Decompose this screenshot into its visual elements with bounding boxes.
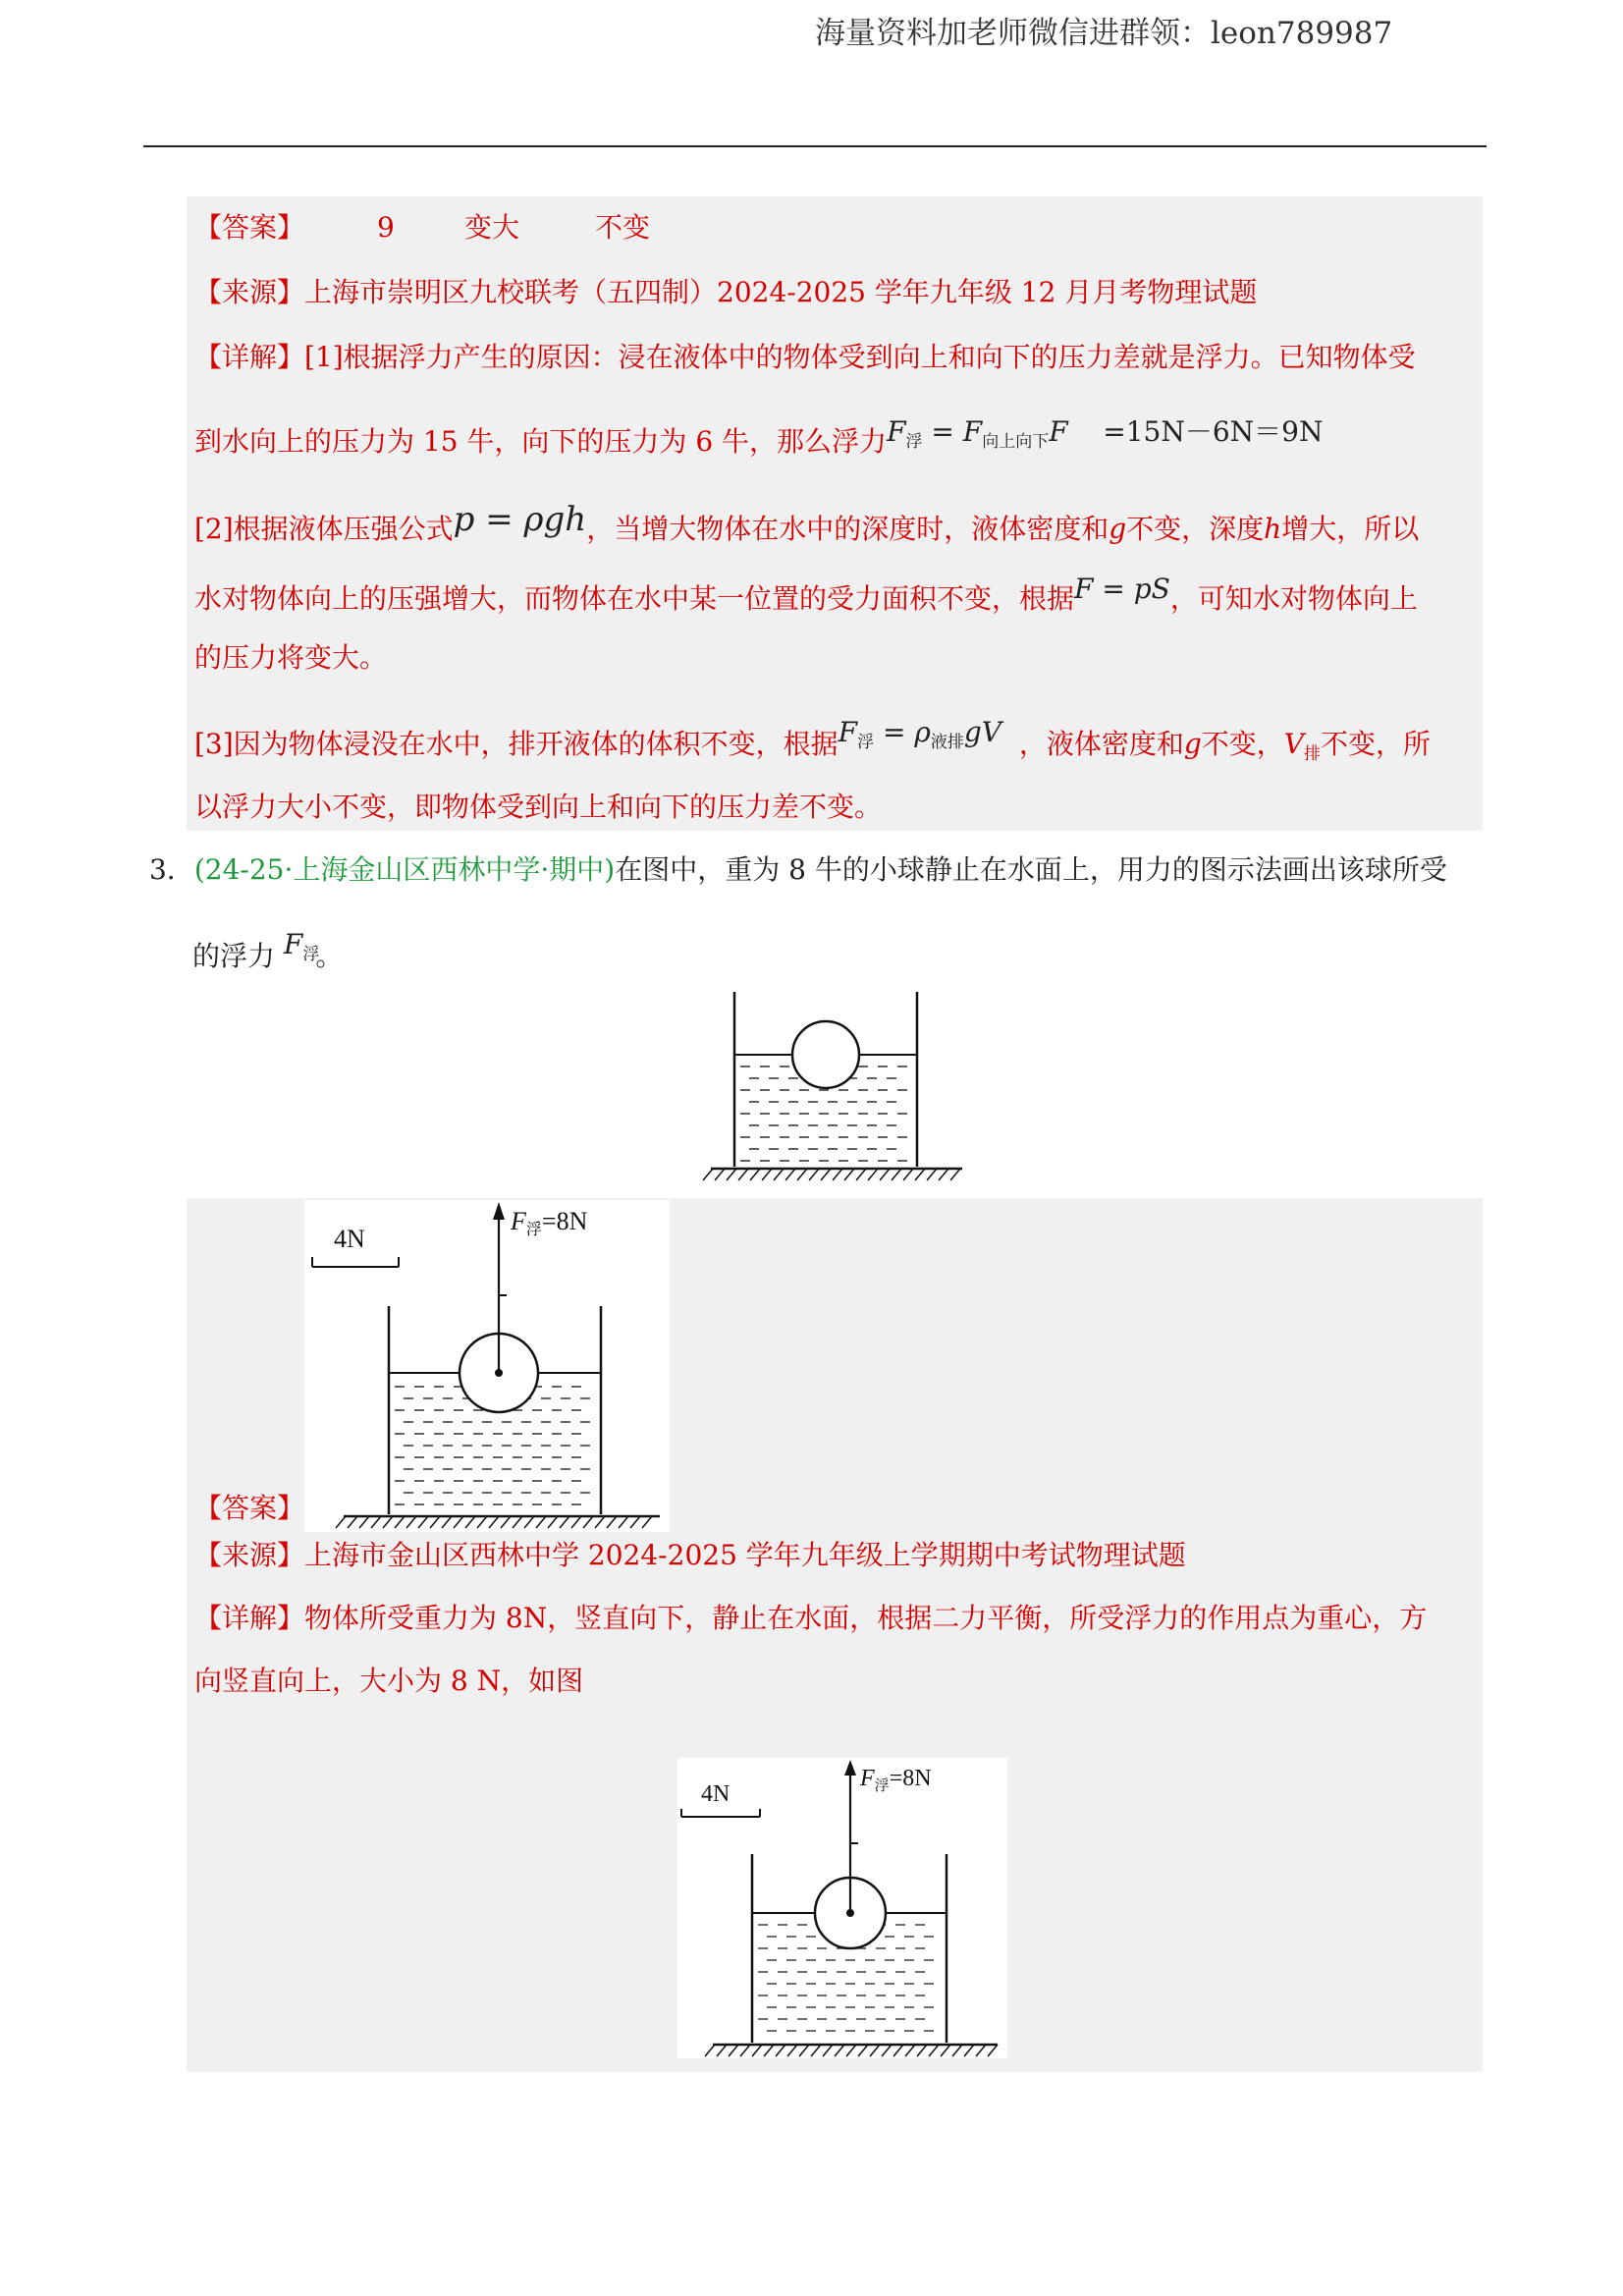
buoyancy-formula: $F_浮 = F_{向上向下}F$ =15N－6N＝9N <box>887 415 1324 452</box>
answer-3: 不变 <box>595 211 651 244</box>
detail-b-q3: 向竖直向上，大小为 8 N，如图 <box>194 1665 584 1697</box>
q2-detail-line-4 <box>194 573 1418 619</box>
detail-p1a: [1]根据浮力产生的原因：浸在液体中的物体受到向上和向下的压力差就是浮力。已知物体受 <box>304 341 1416 373</box>
q3-stem-line-2 <box>192 928 344 986</box>
detail-p2b: ，当增大物体在水中的深度时，液体密度和 <box>586 513 1109 545</box>
q2-detail-line-3 <box>194 500 1420 549</box>
q2-source-line <box>194 273 1257 312</box>
symbol-g-2: g <box>1183 728 1202 760</box>
v-sub: 排 <box>1304 744 1322 764</box>
symbol-h: h <box>1264 513 1282 545</box>
source-label-q3: 【来源】 <box>194 1539 305 1571</box>
scale-label-2: 4N <box>701 1781 730 1807</box>
stem-force-symbol: $F_浮$ <box>283 928 320 964</box>
detail-p1b: 到水向上的压力为 15 牛，向下的压力为 6 牛，那么浮力 <box>194 425 888 458</box>
force-label-2: $F_浮=8N$ <box>860 1766 932 1794</box>
detail-p3a: [3]因为物体浸没在水中，排开液体的体积不变，根据 <box>194 728 839 760</box>
answer-label-q3: 【答案】 <box>194 1492 305 1524</box>
question-number: 3． <box>149 853 194 886</box>
q2-detail-line-2 <box>194 415 1324 471</box>
detail-label: 【详解】 <box>194 341 305 373</box>
q3-detail-line-2 <box>194 1662 583 1701</box>
answer-figure-1 <box>304 1200 670 1532</box>
answer-2: 变大 <box>464 211 520 244</box>
formula-sub-2: 向上向下 <box>982 432 1050 452</box>
question-figure <box>697 992 972 1188</box>
detail-p2d: 增大，所以 <box>1281 513 1420 545</box>
q2-detail-line-7 <box>194 788 882 827</box>
q2-detail-line-5 <box>194 638 387 678</box>
q2-detail-line-1 <box>194 338 1416 377</box>
detail-p3c: 不变， <box>1201 728 1284 760</box>
q3-stem-line-1 <box>149 850 1447 890</box>
detail-p3e: 不变，所 <box>1321 728 1432 760</box>
detail-p2a: [2]根据液体压强公式 <box>194 513 454 545</box>
answer-label: 【答案】 <box>194 211 305 244</box>
archimedes-formula: $F_浮 = \rho_{液排}gV$ <box>838 716 1001 752</box>
page-header: 海量资料加老师微信进群领：leon789987 <box>815 16 1393 51</box>
detail-p3b: ，液体密度和 <box>1018 728 1184 760</box>
detail-p3f: 以浮力大小不变，即物体受到向上和向下的压力差不变。 <box>194 791 883 823</box>
stem-end: 。 <box>315 940 344 972</box>
stem-sub: 浮 <box>302 945 320 964</box>
q3-detail-line-1 <box>194 1599 1427 1638</box>
q3-source-line <box>194 1536 1186 1575</box>
question-stem-b: 的浮力 <box>192 940 276 972</box>
source-text-q3: 上海市金山区西林中学 2024-2025 学年九年级上学期期中考试物理试题 <box>304 1539 1186 1571</box>
q3-answer-line <box>194 1489 304 1528</box>
source-text: 上海市崇明区九校联考（五四制）2024-2025 学年九年级 12 月月考物理试题 <box>304 276 1258 308</box>
answer-1: 9 <box>377 211 395 244</box>
formula-sub-3: 浮 <box>857 733 875 752</box>
formula-sub: 浮 <box>905 432 923 452</box>
pressure-formula: p = ρgh <box>453 500 587 539</box>
source-label: 【来源】 <box>194 276 305 308</box>
force-label: F浮=8N <box>511 1207 588 1238</box>
q2-answer-line <box>194 208 651 247</box>
scale-label: 4N <box>334 1225 365 1253</box>
answer-figure-2 <box>677 1758 1007 2058</box>
q2-detail-line-6 <box>194 716 1432 774</box>
question-stem-a: 在图中，重为 8 牛的小球静止在水面上，用力的图示法画出该球所受 <box>615 853 1447 886</box>
detail-label-q3: 【详解】 <box>194 1602 305 1634</box>
detail-p2e: 水对物体向上的压强增大，而物体在水中某一位置的受力面积不变，根据 <box>194 582 1075 615</box>
detail-a-q3: 物体所受重力为 8N，竖直向下，静止在水面，根据二力平衡，所受浮力的作用点为重心，方 <box>304 1602 1428 1634</box>
header-divider <box>143 145 1487 147</box>
force-area-formula: F = pS <box>1074 573 1170 605</box>
symbol-v: V <box>1283 728 1305 760</box>
question-tag: (24-25·上海金山区西林中学·期中) <box>193 853 616 886</box>
detail-p2f: ，可知水对物体向上 <box>1169 582 1418 615</box>
formula-sub-4: 液排 <box>930 733 964 752</box>
formula-tail: =15N－6N＝9N <box>1103 415 1324 448</box>
detail-p2g: 的压力将变大。 <box>194 641 388 674</box>
detail-p2c: 不变，深度 <box>1126 513 1265 545</box>
symbol-g: g <box>1109 513 1127 545</box>
